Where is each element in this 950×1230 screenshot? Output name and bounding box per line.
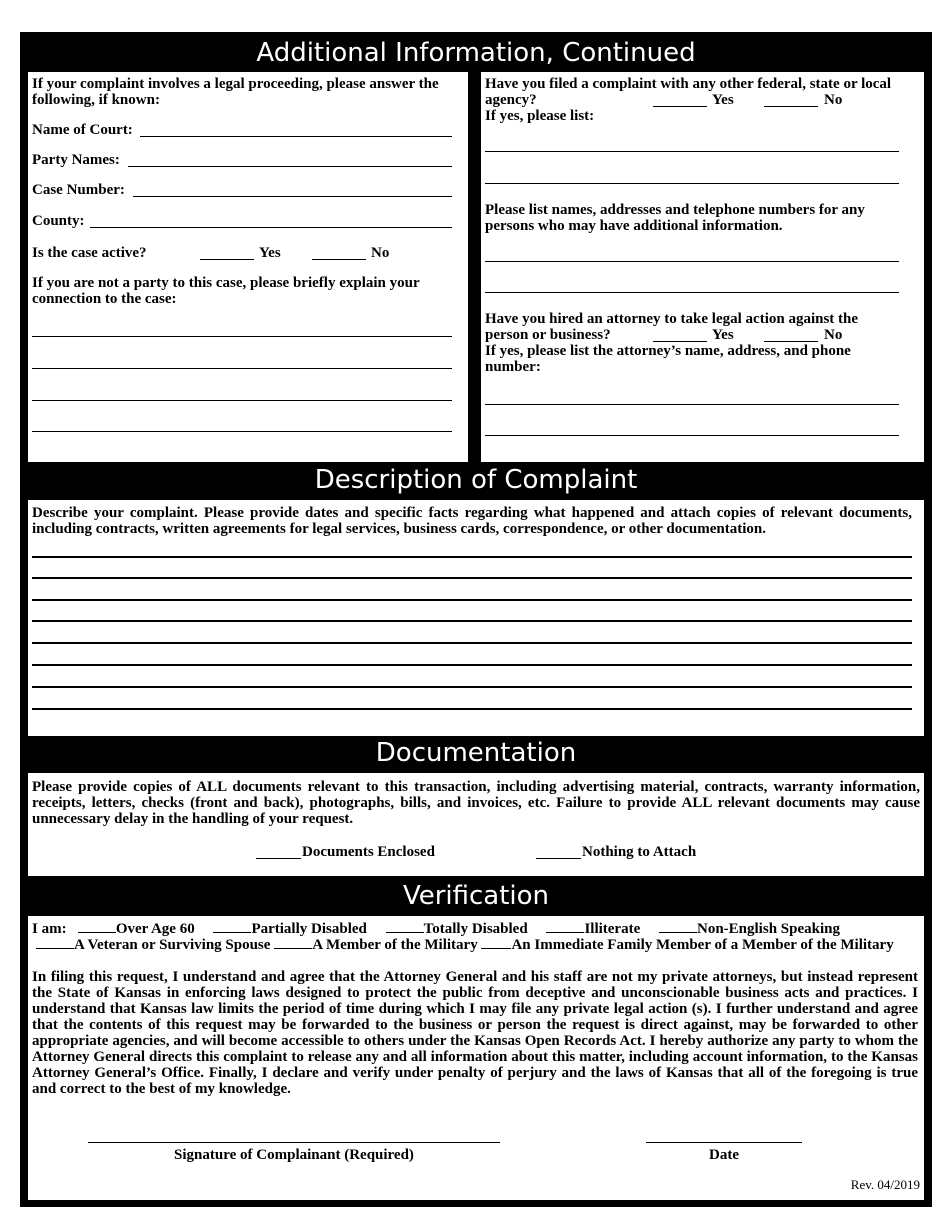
family-military-label: An Immediate Family Member of a Member of the Military [511, 937, 894, 953]
form-frame [20, 32, 932, 1207]
agency-list-line-2[interactable] [485, 183, 899, 184]
attorney-list-prompt: If yes, please list the attorney’s name, address, and phone number: [485, 343, 851, 375]
documents-enclosed-label: Documents Enclosed [302, 844, 435, 860]
family-military-blank[interactable] [481, 936, 511, 949]
case-active-yes-label: Yes [259, 245, 281, 261]
non-english-label: Non-English Speaking [697, 921, 840, 937]
county-label: County: [32, 213, 85, 229]
not-party-prompt: If you are not a party to this case, please briefly explain your connection to the case: [32, 275, 420, 307]
signature-line[interactable] [88, 1142, 500, 1143]
attorney-yes-label: Yes [712, 327, 734, 343]
nothing-to-attach-blank[interactable] [536, 858, 581, 859]
documents-enclosed-blank[interactable] [256, 858, 301, 859]
non-english-blank[interactable] [659, 920, 697, 933]
attorney-question: Have you hired an attorney to take legal action against the person or business? [485, 311, 859, 343]
status-row-1 [32, 920, 840, 937]
over-60-label: Over Age 60 [115, 921, 195, 937]
date-line[interactable] [646, 1142, 802, 1143]
date-label: Date [709, 1147, 739, 1163]
description-instructions: Describe your complaint. Please provide dates and specific facts regarding what happened and attach copies of relevant documents, including contracts, written agreements for legal services, business cards, correspondence, or other documentation. [32, 505, 912, 537]
military-blank[interactable] [274, 936, 312, 949]
totally-disabled-label: Totally Disabled [423, 921, 528, 937]
description-line-7[interactable] [32, 686, 912, 688]
totally-disabled-blank[interactable] [386, 920, 424, 933]
case-active-label: Is the case active? [32, 245, 147, 261]
section-header-description: Description of Complaint [314, 465, 638, 495]
legal-intro-text: If your complaint involves a legal proceeding, please answer the following, if known: [32, 76, 439, 108]
verification-statement: In filing this request, I understand and agree that the Attorney General and his staff are not my private attorneys, but instead represent the State of Kansas in enforcing laws designed to protect the public from deceptive and unconscionable business acts and practices. I understand that Kansas law limits the period of time during which I may file any private legal action (s). I further understand and agree that the contents of this request may be forwarded to the business or person the request is direct against, may be forwarded to other appropriate agencies, and will become accessible to others under the Kansas Open Records Act. I hereby authorize any party to whom the Attorney General directs this complaint to release any and all information about this matter, including account information, to the Kansas Attorney General’s Office. Finally, I declare and verify under penalty of perjury and the laws of Kansas that all of the foregoing is true and correct to the best of my knowledge. [32, 969, 918, 1097]
legal-proceeding-panel [28, 72, 468, 462]
other-agency-question: Have you filed a complaint with any other federal, state or local agency? [485, 76, 892, 108]
verification-panel [28, 916, 924, 1200]
party-names-label: Party Names: [32, 152, 120, 168]
case-active-no-label: No [371, 245, 390, 261]
description-line-1[interactable] [32, 556, 912, 558]
section-header-documentation: Documentation [375, 738, 577, 768]
description-line-6[interactable] [32, 664, 912, 666]
nothing-to-attach-label: Nothing to Attach [582, 844, 697, 860]
case-active-yes-blank[interactable] [200, 259, 254, 260]
other-agency-no-blank[interactable] [764, 106, 818, 107]
description-line-2[interactable] [32, 577, 912, 579]
i-am-label: I am: [32, 921, 67, 937]
court-name-field[interactable] [140, 136, 452, 137]
military-label: A Member of the Military [312, 937, 478, 953]
veteran-label: A Veteran or Surviving Spouse [74, 937, 271, 953]
partially-disabled-blank[interactable] [213, 920, 251, 933]
connection-line-2[interactable] [32, 368, 452, 369]
documentation-panel [28, 773, 924, 876]
other-agency-panel [481, 72, 924, 462]
attorney-no-label: No [824, 327, 843, 343]
status-row-2 [36, 936, 894, 953]
party-names-field[interactable] [128, 166, 452, 167]
illiterate-label: Illiterate [584, 921, 641, 937]
persons-line-2[interactable] [485, 292, 899, 293]
attorney-no-blank[interactable] [764, 341, 818, 342]
court-label: Name of Court: [32, 122, 133, 138]
signature-label: Signature of Complainant (Required) [174, 1147, 414, 1163]
attorney-line-1[interactable] [485, 404, 899, 405]
description-line-3[interactable] [32, 599, 912, 601]
attorney-yes-blank[interactable] [653, 341, 707, 342]
documentation-instructions: Please provide copies of ALL documents relevant to this transaction, including advertising material, contracts, warranty information, receipts, letters, checks (front and back), photographs, bills, and invoices, etc. Failure to provide ALL relevant documents may cause unnecessary delay in the handling of your request. [32, 779, 920, 827]
section-header-verification: Verification [402, 881, 550, 911]
description-line-5[interactable] [32, 642, 912, 644]
description-line-4[interactable] [32, 620, 912, 622]
illiterate-blank[interactable] [546, 920, 584, 933]
persons-line-1[interactable] [485, 261, 899, 262]
attorney-line-2[interactable] [485, 435, 899, 436]
revision-label: Rev. 04/2019 [850, 1177, 920, 1192]
veteran-blank[interactable] [36, 936, 74, 949]
description-line-8[interactable] [32, 708, 912, 710]
case-number-field[interactable] [133, 196, 452, 197]
agency-list-line-1[interactable] [485, 151, 899, 152]
connection-line-1[interactable] [32, 336, 452, 337]
case-number-label: Case Number: [32, 182, 125, 198]
other-agency-list-prompt: If yes, please list: [485, 108, 595, 124]
other-agency-yes-label: Yes [712, 92, 734, 108]
other-agency-no-label: No [824, 92, 843, 108]
persons-prompt: Please list names, addresses and telephone numbers for any persons who may have additional information. [485, 202, 865, 234]
county-field[interactable] [90, 227, 452, 228]
section-header-additional-info: Additional Information, Continued [256, 38, 696, 68]
description-panel [28, 500, 924, 736]
connection-line-4[interactable] [32, 431, 452, 432]
connection-line-3[interactable] [32, 400, 452, 401]
over-60-blank[interactable] [78, 920, 116, 933]
partially-disabled-label: Partially Disabled [251, 921, 367, 937]
other-agency-yes-blank[interactable] [653, 106, 707, 107]
case-active-no-blank[interactable] [312, 259, 366, 260]
